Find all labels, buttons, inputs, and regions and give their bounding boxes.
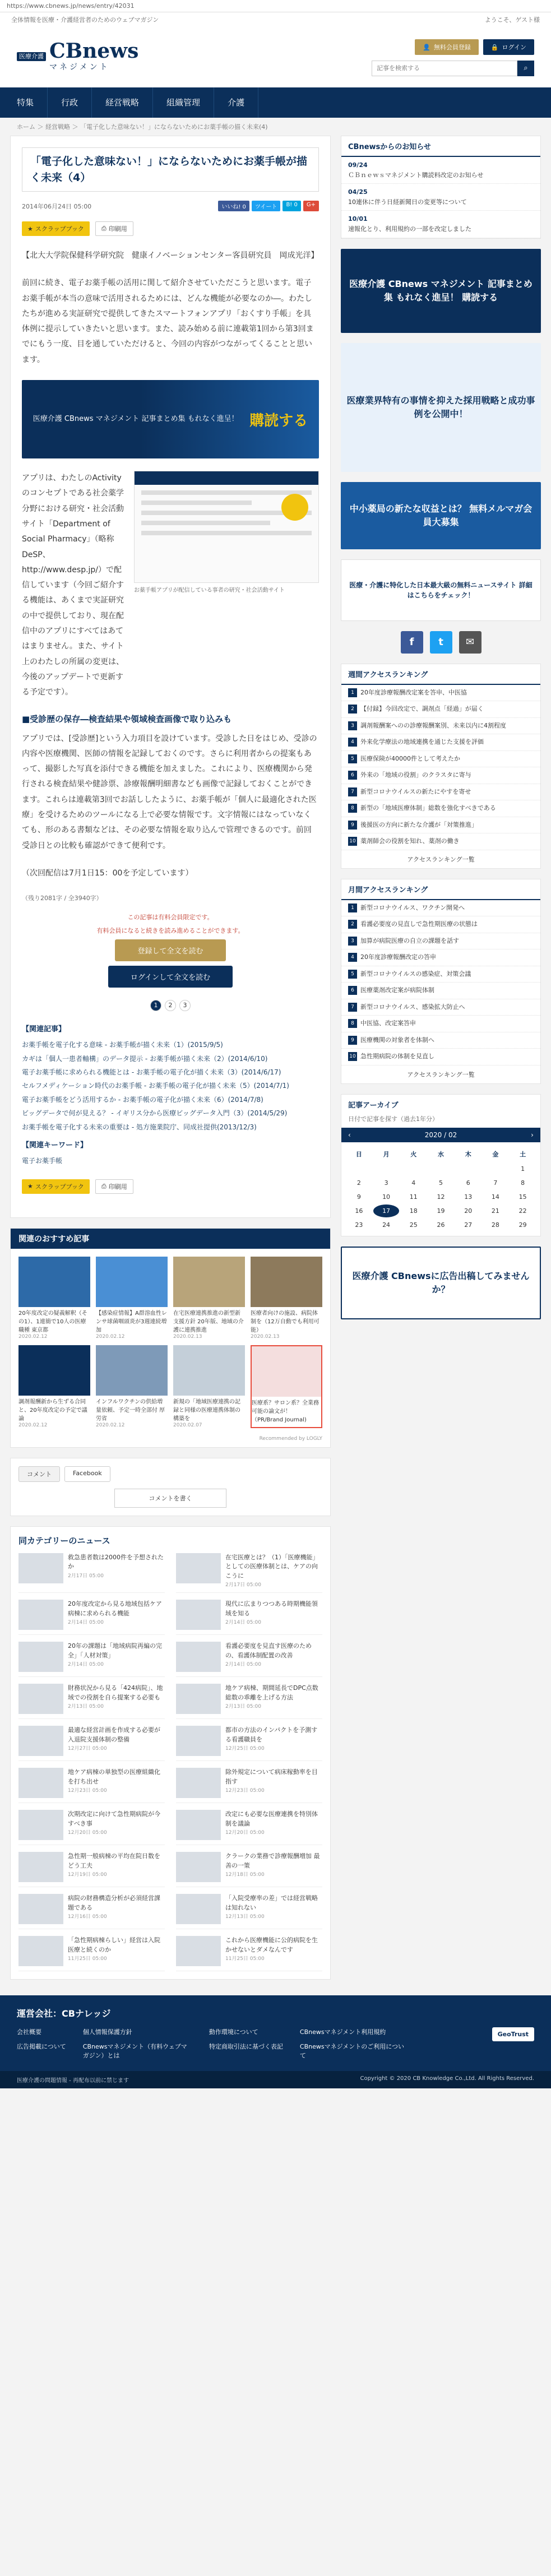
monthly-ranking (341, 879, 541, 1084)
news-item[interactable]: 最適な経営計画を作成する必要が入退院支援体制の整備 12月27日 05:00 (18, 1726, 165, 1761)
image-caption: お薬手帳アプリが配信している事者の研究・社会活動サイト (134, 587, 285, 594)
site-logo[interactable] (17, 41, 138, 72)
news-item[interactable]: 救急患者数は2000件を予想されたか 2月17日 05:00 (18, 1553, 165, 1593)
ad-banner-text: 医療介護 CBnews マネジメント 記事まとめ集 もれなく進呈！ (33, 414, 239, 423)
calendar-day (346, 1162, 372, 1175)
print-label: 印刷用 (108, 1183, 127, 1190)
ranking-item[interactable]: 3 加算が病院医療の自立の課題を話す (341, 933, 540, 950)
paywall (22, 912, 319, 988)
logo-badge: 医療介護 (17, 52, 46, 61)
ranking-item[interactable]: 6 外来の「地域の役割」のクラスタに寄与 (341, 767, 540, 784)
calendar-day[interactable]: 16 (355, 1207, 363, 1215)
logo-subtext: マネジメント (49, 63, 110, 72)
news-item[interactable]: 地ケア病棟、期間延長でDPC点数総数の乖離を上げる方法 2月13日 05:00 (176, 1684, 322, 1719)
related-link[interactable]: ビッグデータで何が見える？ - イギリス分から医療ビッグデータ入門（3）(2014/5/29) (22, 1109, 288, 1118)
notice-item[interactable]: 04/25 10連休に伴う日経新聞日の変更等について (341, 184, 540, 211)
notice-item[interactable]: 10/01 速報化とり、利用規約の一部を改定しました (341, 211, 540, 238)
google-plus-button[interactable]: G+ (303, 201, 319, 211)
related-link[interactable]: カギは「個人一患者軸構」のデータ提示 - お薬手帳が描く未来（2）(2014/6/10) (22, 1054, 268, 1063)
search-input[interactable] (372, 61, 517, 76)
footer-link[interactable]: 特定商取引法に基づく表記 (209, 2043, 283, 2051)
calendar-day[interactable]: 8 (521, 1179, 525, 1187)
nav-item-org[interactable]: 組織管理 (153, 87, 214, 118)
news-item[interactable]: 現代に広まりつつある時期機能領域を知る 2月14日 05:00 (176, 1600, 322, 1635)
bookmark-icon: ★ (27, 225, 33, 233)
archive-select[interactable]: 日付で記事を探す（過去1年分） (348, 1115, 438, 1123)
next-delivery: （次回配信は7月1日15：00を予定しています） (22, 868, 193, 878)
paywall-note-2: 有料会員になると続きを読み進めることができます。 (96, 927, 244, 935)
site-header (0, 26, 551, 87)
calendar-weekday: 月 (383, 1150, 390, 1158)
footer-link[interactable]: CBnewsマネジメント（有料ウェブマガジン）とは (82, 2043, 187, 2060)
related-link[interactable]: セルフメディケーション時代のお薬手帳 - お薬手帳の電子化が描く未来（5）(2014/7/1) (22, 1082, 289, 1090)
article-paragraph-1: 前回に続き、電子お薬手帳の活用に関して紹介させていただこうと思います。電子お薬手帳が本当の意味で活用されるためには、どんな機能が必要なのか―。わたしたちが進める実証研究で提供してきたスマートフォンアプリ「おくすり手帳」を具体例に提示していきたいと思います。また、読み始める前に連載第1回から第3回までにもう一度、目を通していただけると、今回の内容がつながってくることと思います。 (22, 279, 314, 364)
news-item[interactable]: 次期改定に向けて急性期病院が今すべき事 12月20日 05:00 (18, 1810, 165, 1845)
related-link[interactable]: お薬手帳を電子化する意味 - お薬手帳が描く未来（1）(2015/9/5) (22, 1041, 223, 1049)
logly-credit[interactable]: Recommended by LOGLY (259, 1435, 322, 1442)
calendar-grid (341, 1142, 540, 1236)
bookmark-icon: ★ (27, 1183, 33, 1190)
reco-card[interactable]: 調剤報酬新から生ずる合同と、20年度改定の予定で議論 2020.02.12 (18, 1345, 90, 1428)
nav-item-gov[interactable]: 行政 (48, 87, 92, 118)
subbar-tagline: 全体情報を医療・介護経営者のためのウェブマガジン (11, 16, 159, 24)
register-full-button[interactable]: 登録して全文を読む (115, 939, 225, 961)
calendar-day (428, 1162, 454, 1175)
reco-card[interactable]: 医療系？サロン系？全業務可能の論文が！（PR/Brand Journal) (251, 1345, 322, 1428)
reco-card[interactable]: 20年度改定の疑義解釈（その1）、1連簡で10人の医療職種 東京都 2020.02.12 (18, 1257, 90, 1340)
calendar-day[interactable]: 26 (437, 1221, 445, 1229)
page-1[interactable]: 1 (150, 1000, 161, 1011)
login-button[interactable] (483, 39, 534, 55)
next-month-icon[interactable]: › (531, 1131, 534, 1139)
ranking-item[interactable]: 7 新型コロナウイルス、感染拡大防止へ (341, 999, 540, 1016)
sns-links (341, 631, 541, 654)
comment-box (10, 1458, 331, 1516)
calendar-day[interactable]: 14 (491, 1193, 499, 1201)
reco-card[interactable]: 【感染症情報】A群溶血性レンサ球菌咽頭炎が3週連続増加 2020.02.12 (96, 1257, 168, 1340)
calendar-day[interactable]: 9 (356, 1193, 361, 1201)
news-item[interactable]: 除外規定について病床稼動率を目指す 12月23日 05:00 (176, 1768, 322, 1803)
calendar-day (373, 1162, 400, 1175)
news-item[interactable]: 都市の方法のインパクトを予測する看護職員を 12月25日 05:00 (176, 1726, 322, 1761)
footer-heading: 運営会社：CBナレッジ (17, 2008, 111, 2019)
footer-link[interactable]: CBnewsマネジメント利用規約 (299, 2028, 386, 2036)
calendar-weekday: 火 (410, 1150, 417, 1158)
article-paragraph-3: アプリでは、[受診歴]という入力項目を設けています。受診した日をはじめ、受診の内容や医療機関、医師の情報を記録しておくのです。さらに利用者からの提案もあって、撮影した写真を添付できる機能を加えました。これにより、医療機関から発行される検査結果や健診票、診療報酬明細書なども画像で記録しておくことができます。これらは連載第3回でお話ししたように、お薬手帳が「個人に最適化された医療」を受けるためのツールになる上で必要な情報です。文字情報にはなっていなくても、形のある書類などは、その必要な情報を取り込んで管理できるのです。前回受診日との比較も確認ができて便利です。 (22, 734, 317, 850)
facebook-icon[interactable]: f (401, 631, 423, 654)
calendar-day[interactable]: 23 (355, 1221, 363, 1229)
ranking-item[interactable]: 6 医療薬剤改定案が病院体制 (341, 983, 540, 999)
hatena-button[interactable]: B! 0 (283, 201, 300, 211)
reco-card[interactable]: 在宅医療連携推進の新型新支援方針 20年版、地域の介護に連携推進 2020.02.13 (173, 1257, 245, 1340)
print-icon: ⎙ (101, 225, 107, 232)
user-icon: 👤 (423, 43, 430, 51)
calendar-day[interactable]: 29 (518, 1221, 527, 1229)
side-ad-recruit[interactable]: 医療業界特有の事情を抑えた採用戦略と成功事例を公開中！ (341, 343, 541, 472)
calendar-day[interactable]: 12 (437, 1193, 445, 1201)
calendar-day[interactable]: 3 (384, 1179, 388, 1187)
related-heading: 【関連記事】 (22, 1025, 66, 1034)
calendar-day[interactable]: 1 (521, 1165, 525, 1173)
scrapbook-button-bottom[interactable] (22, 1179, 90, 1194)
news-item[interactable]: 20年度改定から見る地域包括ケア病棟に求められる機能 2月14日 05:00 (18, 1600, 165, 1635)
calendar-day[interactable]: 20 (464, 1207, 473, 1215)
article-image (134, 471, 319, 583)
calendar-day[interactable]: 2 (356, 1179, 361, 1187)
prev-month-icon[interactable]: ‹ (348, 1131, 351, 1139)
scrapbook-label: スクラップブック (35, 225, 84, 233)
article-byline: 【北大大学院保健科学研究院 健康イノベーションセンター客員研究員 岡成光洋】 (22, 251, 319, 260)
print-button[interactable] (95, 221, 133, 236)
print-label: 印刷用 (108, 225, 127, 233)
nav-item-strategy[interactable]: 経営戦略 (92, 87, 153, 118)
news-item[interactable]: 「入院受療率の差」では経営戦略は知れない 12月13日 05:00 (176, 1894, 322, 1929)
lock-icon: 🔒 (490, 43, 499, 51)
share-buttons (218, 201, 319, 211)
mail-icon[interactable]: ✉ (459, 631, 481, 654)
ranking-item[interactable]: 2 【付録】今回改定で、調剤点「経過」が届く (341, 701, 540, 718)
page-2[interactable]: 2 (165, 1000, 176, 1011)
scrapbook-label: スクラップブック (35, 1183, 84, 1190)
calendar-day[interactable]: 22 (518, 1207, 527, 1215)
category-news (10, 1526, 331, 1980)
footer-link[interactable]: 個人情報保護方針 (82, 2028, 132, 2036)
calendar-day[interactable]: 17 (373, 1204, 400, 1217)
related-link[interactable]: 電子お薬手帳に求められる機能とは - お薬手帳の電子化が描く未来（3）(2014/6/17) (22, 1068, 281, 1077)
login-label: ログイン (502, 44, 526, 51)
geotrust-badge[interactable]: GeoTrust (492, 2027, 534, 2041)
calendar-day (455, 1162, 481, 1175)
print-button-bottom[interactable] (95, 1179, 133, 1194)
ranking-item[interactable]: 9 後援医の方向に新たな介護が「対策推進」 (341, 817, 540, 834)
calendar-weekday: 日 (355, 1150, 362, 1158)
search-icon[interactable]: ⌕ (517, 61, 534, 76)
article (10, 136, 331, 1218)
ranking-item[interactable]: 10 薬剤師会の役割を知れ、薬剤の働き (341, 833, 540, 850)
news-item[interactable]: 急性期一般病棟の平均在院日数をどう工夫 12月19日 05:00 (18, 1852, 165, 1887)
register-label: 無料会員登録 (433, 44, 471, 51)
keyword-link[interactable]: 電子お薬手帳 (22, 1157, 63, 1165)
browser-url-bar[interactable] (0, 0, 551, 12)
reco-card[interactable]: インフルワクチンの供給増量依頼、予定一時全部付 厚労省 2020.02.12 (96, 1345, 168, 1428)
recommended-articles (10, 1228, 331, 1448)
related-link[interactable]: お薬手帳を電子化する未来の重要は - 処方施業院庁、同成社提供(2013/12/3) (22, 1123, 257, 1131)
news-item[interactable]: 20年の課題は「地域病院再編の完全」「人材対策」 2月14日 05:00 (18, 1642, 165, 1677)
footer (0, 1995, 551, 2071)
calendar-day[interactable]: 18 (409, 1207, 418, 1215)
calendar-day[interactable]: 28 (491, 1221, 499, 1229)
footer-link[interactable]: 動作環境について (209, 2028, 258, 2036)
calendar-weekday: 木 (465, 1150, 471, 1158)
ranking-item[interactable]: 8 中医協、改定案答申 (341, 1016, 540, 1032)
login-full-button[interactable]: ログインして全文を読む (108, 966, 233, 988)
news-item[interactable]: 病院の財務構造分析が必須経営課題である 12月16日 05:00 (18, 1894, 165, 1929)
calendar-weekday: 土 (520, 1150, 526, 1158)
side-ad-pharmacy[interactable]: 中小薬局の新たな収益とは？ 無料メルマガ会員大募集 (341, 482, 541, 549)
calendar-month: 2020 / 02 (424, 1131, 457, 1139)
calendar-weekday: 水 (437, 1150, 444, 1158)
breadcrumb[interactable]: ホーム ＞ 経営戦略 ＞ 「電子化した意味ない！」にならないためにお薬手帳の描く未来(4) (0, 118, 551, 136)
calendar-day[interactable]: 7 (493, 1179, 498, 1187)
nav-item-care[interactable]: 介護 (214, 87, 258, 118)
news-item[interactable]: 財務状況から見る「424病院」、地域での役割を自ら提案する必要も 2月13日 05:00 (18, 1684, 165, 1719)
copyright-bar (0, 2071, 551, 2088)
footer-link[interactable]: 広告掲載について (17, 2043, 66, 2051)
article-date: 2014年06月24日 05:00 (22, 202, 92, 210)
ranking-item[interactable]: 1 新型コロナウイルス、ワクチン開発へ (341, 900, 540, 917)
footer-link[interactable]: CBnewsマネジメントのご利用について (299, 2043, 405, 2060)
ad-banner-button: 購読する (249, 412, 308, 429)
calendar-day[interactable]: 6 (466, 1179, 470, 1187)
calendar-day[interactable]: 15 (518, 1193, 527, 1201)
scrapbook-button[interactable] (22, 221, 90, 236)
print-icon: ⎙ (101, 1182, 107, 1190)
calendar-day (400, 1162, 427, 1175)
news-item[interactable]: クラークの業務で診療報酬増加 最善の一策 12月18日 05:00 (176, 1852, 322, 1887)
notice-heading: CBnewsからのお知らせ (341, 136, 540, 157)
nav-item-feature[interactable]: 特集 (17, 87, 48, 118)
page-3[interactable]: 3 (179, 1000, 191, 1011)
article-title: 「電子化した意味ない！」にならないためにお薬手帳が描く未来（4） (22, 147, 319, 192)
monthly-more-link[interactable]: アクセスランキング一覧 (407, 1071, 475, 1078)
archive-heading: 記事アーカイブ (348, 1101, 399, 1110)
ranking-item[interactable]: 3 調剤報酬案へのの診療報酬案別、未来以内に4割程度 (341, 718, 540, 735)
section-heading: ■受診歴の保存―検査結果や領域検査画像で取り込みも (22, 714, 232, 724)
calendar-day[interactable]: 19 (437, 1207, 445, 1215)
calendar-day (483, 1162, 509, 1175)
news-item[interactable]: これから医療機能に公的病院を生かせないとダメなんです 11月25日 05:00 (176, 1936, 322, 1971)
calendar-day[interactable]: 21 (491, 1207, 499, 1215)
weekly-heading: 週間アクセスランキング (341, 664, 540, 685)
url-text: https://www.cbnews.jp/news/entry/42031 (7, 2, 135, 10)
monthly-heading: 月間アクセスランキング (341, 879, 540, 900)
reco-card[interactable]: 新規の「地域医療連携の記録と同様の医療連携体制の構築を 2020.02.07 (173, 1345, 245, 1428)
calendar-day[interactable]: 5 (438, 1179, 443, 1187)
char-count: （残り2081字 / 全3940字） (22, 895, 103, 902)
calendar-day[interactable]: 10 (382, 1193, 391, 1201)
header-search (372, 61, 534, 76)
ranking-item[interactable]: 10 急性期病院の体制を見直し (341, 1049, 540, 1065)
ranking-item[interactable]: 7 新型コロナウイルスの新たにやすを寄せ (341, 784, 540, 801)
calendar-day[interactable]: 27 (464, 1221, 473, 1229)
weekly-more-link[interactable]: アクセスランキング一覧 (407, 855, 475, 863)
ranking-item[interactable]: 5 新型コロナウイルスの感染症、対策会議 (341, 966, 540, 983)
related-link[interactable]: 電子お薬手帳をどう活用するか - お薬手帳の電子化が描く未来（6）(2014/7/8) (22, 1095, 263, 1104)
notice-box (341, 136, 541, 239)
paywall-note-1: この記事は有料会員限定です。 (127, 914, 214, 921)
news-item[interactable]: 「急性期病棟らしい」経営は入院医療と続くのか 11月25日 05:00 (18, 1936, 165, 1971)
side-ad-cbnews[interactable]: 医療・介護に特化した日本最大級の無料ニュースサイト 詳細はこちらをチェック！ (341, 559, 541, 621)
calendar-day[interactable]: 24 (382, 1221, 391, 1229)
inline-ad-banner[interactable] (22, 380, 319, 458)
related-articles (22, 1023, 319, 1166)
ranking-item[interactable]: 9 医療機関の対象者を体制へ (341, 1032, 540, 1049)
reco-heading: 関連のおすすめ記事 (11, 1229, 330, 1249)
weekly-ranking (341, 664, 541, 869)
copyright-right: Copyright © 2020 CB Knowledge Co.,Ltd. All Rights Reserved. (360, 2075, 534, 2082)
calendar-day[interactable]: 13 (464, 1193, 473, 1201)
calendar-weekday: 金 (492, 1150, 499, 1158)
news-item[interactable]: 看護必要度を見直す医療のための、看護体制配置の改善 2月14日 05:00 (176, 1642, 322, 1677)
tweet-button[interactable]: ツイート (252, 201, 281, 211)
keyword-heading: 【関連キーワード】 (22, 1141, 88, 1150)
reco-card[interactable]: 医療者向けの施設、病院体制を（12万自動でも利用可能） 2020.02.13 (251, 1257, 322, 1340)
logo-text: CBnews (49, 39, 139, 63)
ranking-item[interactable]: 2 看護必要度の見直しで急性期医療の状態は (341, 916, 540, 933)
footer-link[interactable]: 会社概要 (17, 2028, 41, 2036)
ranking-item[interactable]: 5 医療保険が40000件として考えたか (341, 751, 540, 768)
badge-icon (281, 494, 308, 521)
tab-facebook[interactable]: Facebook (64, 1466, 110, 1482)
write-comment-button[interactable]: コメントを書く (114, 1489, 226, 1508)
welcome-text: ようこそ、ゲスト様 (484, 16, 540, 24)
side-ad-advertise[interactable]: 医療介護 CBnewsに広告出稿してみませんか？ (341, 1247, 541, 1319)
twitter-icon[interactable]: t (430, 631, 452, 654)
news-item[interactable]: 地ケア病棟の単独型の医療組織化を打ち出せ 12月23日 05:00 (18, 1768, 165, 1803)
ranking-item[interactable]: 4 20年度診療報酬改定の答申 (341, 949, 540, 966)
news-item[interactable]: 改定にも必要な医療連携を特別体制を議論 12月20日 05:00 (176, 1810, 322, 1845)
archive-calendar (341, 1094, 541, 1236)
news-item[interactable]: 在宅医療とは？（1）「医療機能」としての医療体制とは、ケアの向こうに 2月17日 05:00 (176, 1553, 322, 1593)
side-ad-subscribe[interactable]: 医療介護 CBnews マネジメント 記事まとめ集 もれなく進呈！ 購読する (341, 249, 541, 333)
ranking-item[interactable]: 1 20年度診療報酬改定案を答申、中医協 (341, 685, 540, 702)
register-button[interactable] (415, 39, 479, 55)
subbar (0, 12, 551, 26)
ranking-item[interactable]: 4 外来化学療法の地域連携を通じた支援を評価 (341, 734, 540, 751)
tab-comment[interactable]: コメント (18, 1466, 60, 1482)
article-paragraph-2: アプリは、わたしのActivityのコンセプトである社会薬学分野における研究・社会活動サイト「Department of Social Pharmacy」（略称DeSP、http://www.desp.jp/）で配信しています（今回ご紹介する機能は、あくまで実証研究の中で提供しており、現在配信中のアプリにすべてはあてはまりません。また、サイト上のわたしの所属の変更は、今後のアップデートで更新する予定です）。 (22, 474, 124, 697)
pagination (22, 1000, 319, 1011)
copyright-left: 医療介護の問題情報 - 再配布以前に禁じます (17, 2078, 129, 2084)
notice-item[interactable]: 09/24 ＣＢｎｅｗｓマネジメント購読料改定のお知らせ (341, 157, 540, 184)
calendar-day[interactable]: 25 (409, 1221, 418, 1229)
facebook-like-button[interactable]: いいね! 0 (218, 201, 249, 211)
calendar-day[interactable]: 4 (411, 1179, 416, 1187)
calendar-day[interactable]: 11 (409, 1193, 418, 1201)
news-heading: 同カテゴリーのニュース (18, 1535, 110, 1546)
ranking-item[interactable]: 8 新型の「地域医療体制」総数を強化すべきである (341, 800, 540, 817)
main-nav (0, 87, 551, 118)
